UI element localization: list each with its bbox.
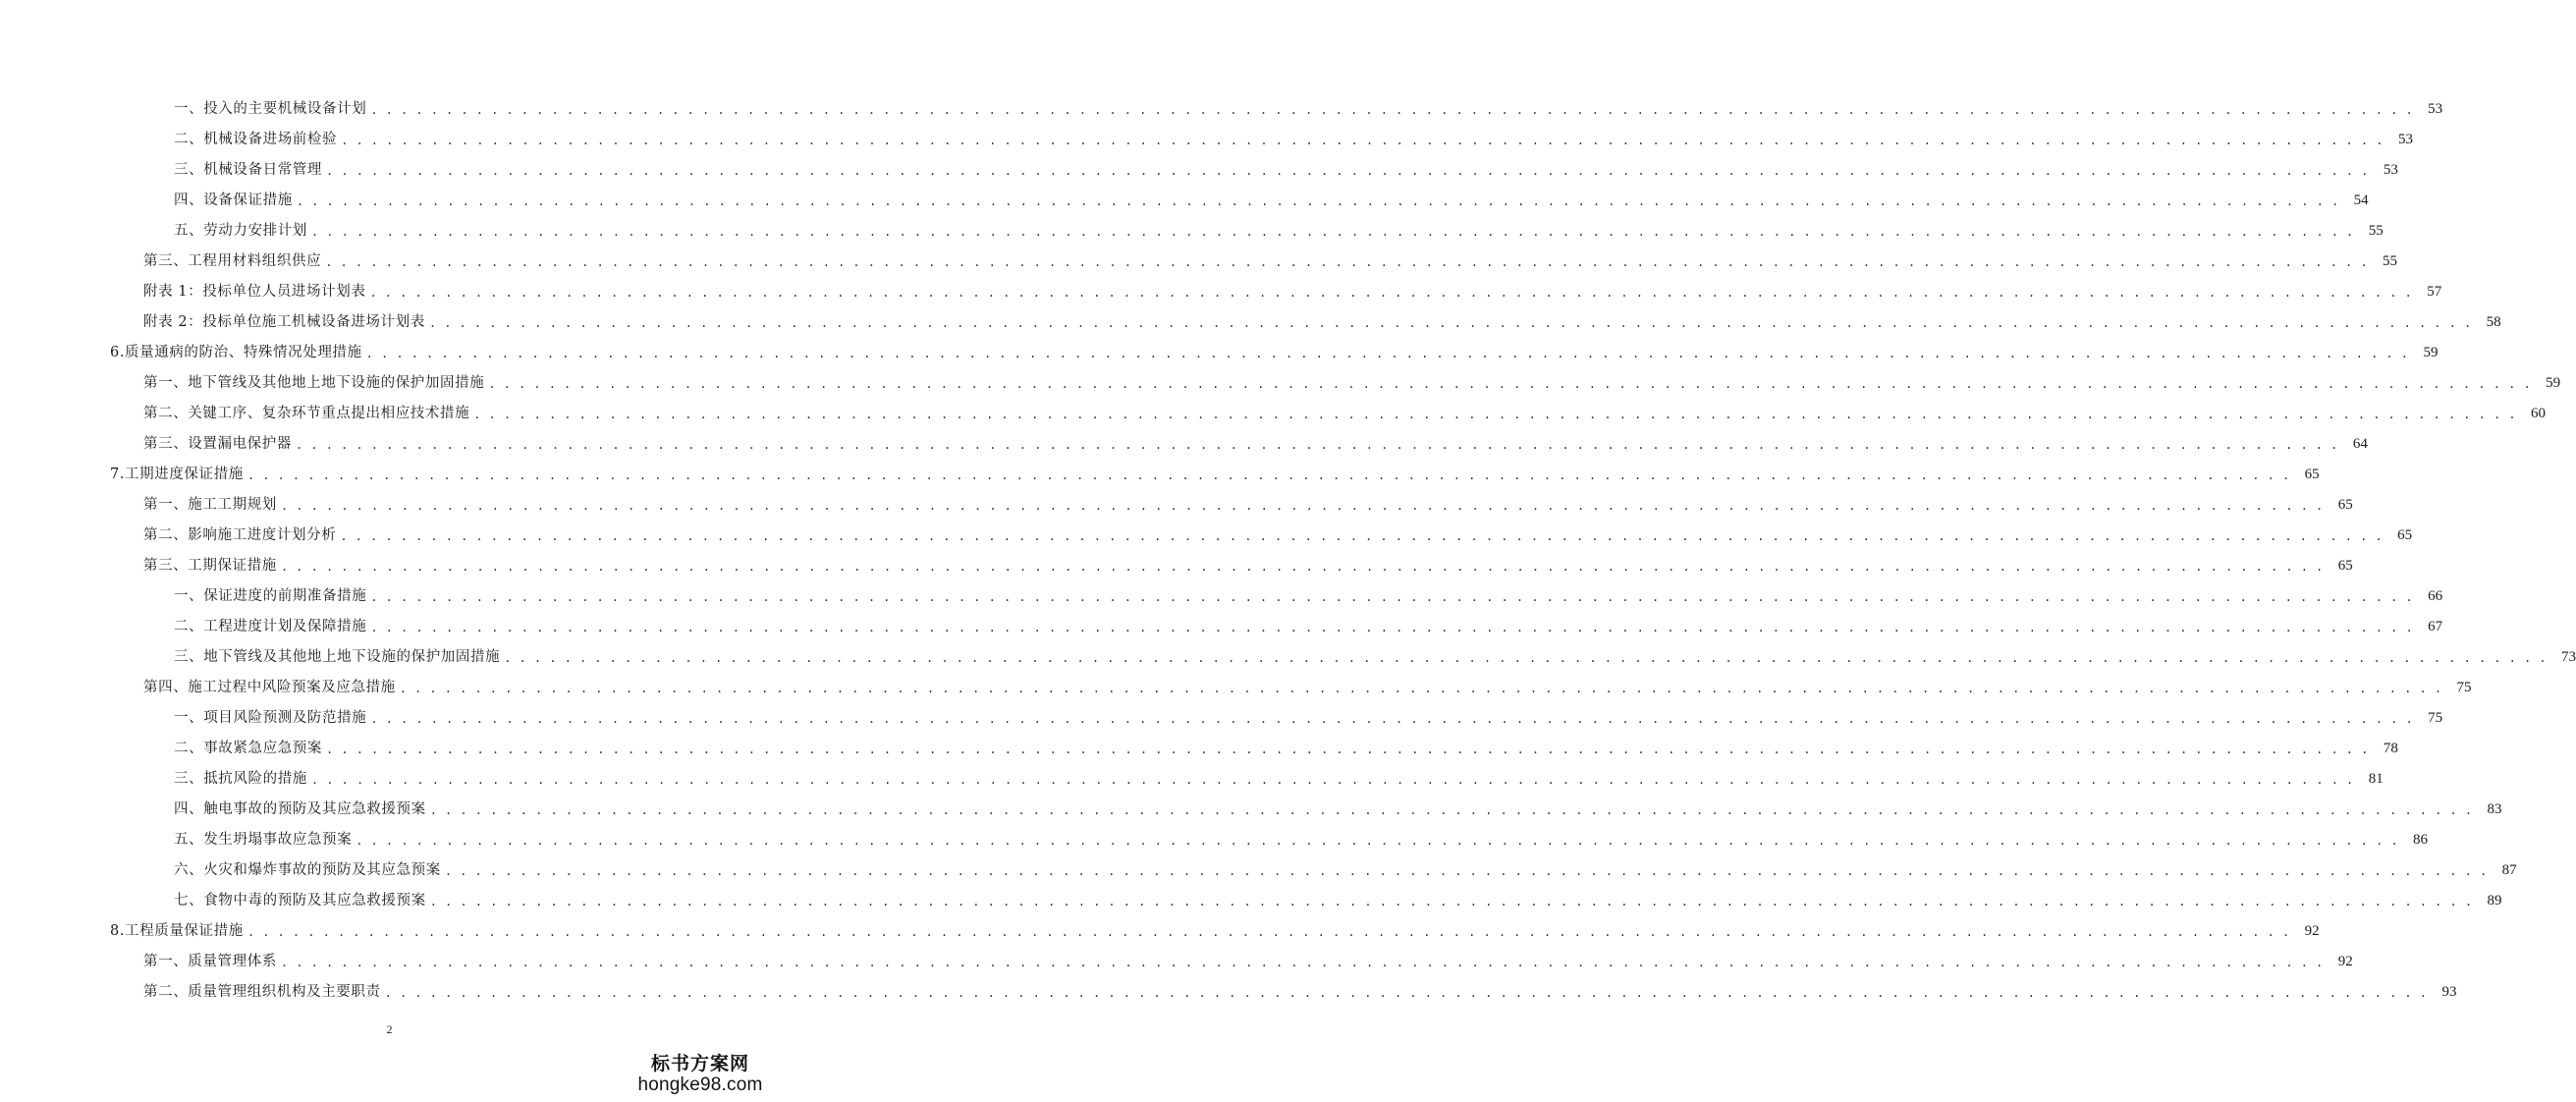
site-watermark	[631, 1053, 769, 1096]
toc-dot-leader: . . . . . . . . . . . . . . . . . . . . . . . . . . . . . . . . . . . . . . . . . . . . . . . . . . . . . . . . . . . . . . . . . . . . . . . . . . . . . . . . . . . . . . . . . . . . . . . . . . . . . . . . . . . . . . . . . . . . . . . . . . . . . . . . . . . . . . . .	[444, 863, 2488, 878]
toc-entry	[0, 520, 2413, 550]
toc-entry-title: 第二、关键工序、复杂环节重点提出相应技术措施	[143, 405, 470, 421]
toc-entry	[0, 733, 2398, 763]
toc-entry	[0, 428, 2368, 459]
toc-entry-page: 75	[2456, 679, 2472, 695]
table-of-contents	[0, 93, 2576, 1007]
toc-entry-title: 三、地下管线及其他地上地下设施的保护加固措施	[174, 648, 501, 665]
toc-entry-page: 65	[2397, 526, 2413, 543]
toc-dot-leader: . . . . . . . . . . . . . . . . . . . . . . . . . . . . . . . . . . . . . . . . . . . . . . . . . . . . . . . . . . . . . . . . . . . . . . . . . . . . . . . . . . . . . . . . . . . . . . . . . . . . . . . . . . . . . . . . . . . . . . . . . . . . . . . . . . . . . . . .	[247, 468, 2290, 482]
toc-dot-leader: . . . . . . . . . . . . . . . . . . . . . . . . . . . . . . . . . . . . . . . . . . . . . . . . . . . . . . . . . . . . . . . . . . . . . . . . . . . . . . . . . . . . . . . . . . . . . . . . . . . . . . . . . . . . . . . . . . . . . . . . . . . . . . . . . . . . . . . .	[473, 407, 2517, 421]
toc-entry	[0, 93, 2443, 124]
toc-entry-title: 第二、质量管理组织机构及主要职责	[143, 983, 381, 1000]
toc-entry-page: 73	[2561, 648, 2576, 665]
toc-dot-leader: . . . . . . . . . . . . . . . . . . . . . . . . . . . . . . . . . . . . . . . . . . . . . . . . . . . . . . . . . . . . . . . . . . . . . . . . . . . . . . . . . . . . . . . . . . . . . . . . . . . . . . . . . . . . . . . . . . . . . . . . . . . . . . . . . . . . . . . .	[310, 224, 2354, 239]
toc-entry-page: 64	[2352, 435, 2368, 452]
toc-entry-title: 二、事故紧急应急预案	[174, 740, 322, 756]
toc-dot-leader: . . . . . . . . . . . . . . . . . . . . . . . . . . . . . . . . . . . . . . . . . . . . . . . . . . . . . . . . . . . . . . . . . . . . . . . . . . . . . . . . . . . . . . . . . . . . . . . . . . . . . . . . . . . . . . . . . . . . . . . . . . . . . . . . . . . . . . . .	[429, 894, 2473, 909]
toc-entry	[0, 580, 2443, 611]
toc-entry-title: 第三、工期保证措施	[143, 557, 277, 574]
toc-entry-title: 七、食物中毒的预防及其应急救援预案	[174, 892, 426, 909]
toc-entry-title: 三、机械设备日常管理	[174, 161, 322, 178]
toc-entry-title: 四、设备保证措施	[174, 192, 293, 208]
toc-entry-title: 五、发生坍塌事故应急预案	[174, 831, 353, 848]
toc-entry-page: 89	[2487, 892, 2502, 909]
toc-entry-title: 二、工程进度计划及保障措施	[174, 618, 367, 634]
toc-entry-title: 第四、施工过程中风险预案及应急措施	[143, 679, 396, 695]
toc-entry-page: 67	[2428, 618, 2443, 634]
toc-entry-title: 第一、地下管线及其他地上地下设施的保护加固措施	[143, 374, 485, 391]
toc-entry	[0, 854, 2517, 885]
toc-entry-page: 75	[2428, 709, 2443, 726]
toc-entry	[0, 611, 2443, 641]
toc-entry-page: 86	[2413, 831, 2429, 848]
toc-dot-leader: . . . . . . . . . . . . . . . . . . . . . . . . . . . . . . . . . . . . . . . . . . . . . . . . . . . . . . . . . . . . . . . . . . . . . . . . . . . . . . . . . . . . . . . . . . . . . . . . . . . . . . . . . . . . . . . . . . . . . . . . . . . . . . . . . . . . . . . .	[384, 985, 2428, 1000]
toc-entry-title: 五、劳动力安排计划	[174, 222, 307, 239]
toc-entry	[0, 398, 2547, 428]
toc-dot-leader: . . . . . . . . . . . . . . . . . . . . . . . . . . . . . . . . . . . . . . . . . . . . . . . . . . . . . . . . . . . . . . . . . . . . . . . . . . . . . . . . . . . . . . . . . . . . . . . . . . . . . . . . . . . . . . . . . . . . . . . . . . . . . . . . . . . . . . . .	[280, 955, 2324, 969]
toc-entry-title: 第二、影响施工进度计划分析	[143, 526, 337, 543]
toc-entry-title: 第一、质量管理体系	[143, 953, 277, 969]
toc-entry	[0, 185, 2369, 215]
toc-entry	[0, 367, 2561, 398]
toc-dot-leader: . . . . . . . . . . . . . . . . . . . . . . . . . . . . . . . . . . . . . . . . . . . . . . . . . . . . . . . . . . . . . . . . . . . . . . . . . . . . . . . . . . . . . . . . . . . . . . . . . . . . . . . . . . . . . . . . . . . . . . . . . . . . . . . . . . . . . . . .	[341, 133, 2384, 147]
toc-entry-page: 65	[2304, 466, 2320, 482]
toc-entry	[0, 763, 2384, 794]
toc-entry-page: 58	[2486, 313, 2501, 330]
toc-entry-page: 59	[2423, 344, 2439, 360]
toc-entry-title: 第三、设置漏电保护器	[143, 435, 292, 452]
toc-entry-page: 53	[2383, 161, 2398, 178]
toc-entry-title: 四、触电事故的预防及其应急救援预案	[174, 800, 426, 817]
toc-entry-page: 53	[2397, 131, 2413, 147]
toc-entry	[0, 946, 2353, 976]
toc-entry-page: 57	[2427, 283, 2442, 300]
toc-dot-leader: . . . . . . . . . . . . . . . . . . . . . . . . . . . . . . . . . . . . . . . . . . . . . . . . . . . . . . . . . . . . . . . . . . . . . . . . . . . . . . . . . . . . . . . . . . . . . . . . . . . . . . . . . . . . . . . . . . . . . . . . . . . . . . . . . . . . . . . .	[365, 346, 2409, 360]
toc-entry	[0, 824, 2429, 854]
toc-dot-leader: . . . . . . . . . . . . . . . . . . . . . . . . . . . . . . . . . . . . . . . . . . . . . . . . . . . . . . . . . . . . . . . . . . . . . . . . . . . . . . . . . . . . . . . . . . . . . . . . . . . . . . . . . . . . . . . . . . . . . . . . . . . . . . . . . . . . . . . .	[247, 924, 2290, 939]
toc-dot-leader: . . . . . . . . . . . . . . . . . . . . . . . . . . . . . . . . . . . . . . . . . . . . . . . . . . . . . . . . . . . . . . . . . . . . . . . . . . . . . . . . . . . . . . . . . . . . . . . . . . . . . . . . . . . . . . . . . . . . . . . . . . . . . . . . . . . . . . . .	[370, 589, 2414, 604]
toc-entry	[0, 976, 2457, 1007]
toc-dot-leader: . . . . . . . . . . . . . . . . . . . . . . . . . . . . . . . . . . . . . . . . . . . . . . . . . . . . . . . . . . . . . . . . . . . . . . . . . . . . . . . . . . . . . . . . . . . . . . . . . . . . . . . . . . . . . . . . . . . . . . . . . . . . . . . . . . . . . . . .	[369, 285, 2413, 300]
toc-dot-leader: . . . . . . . . . . . . . . . . . . . . . . . . . . . . . . . . . . . . . . . . . . . . . . . . . . . . . . . . . . . . . . . . . . . . . . . . . . . . . . . . . . . . . . . . . . . . . . . . . . . . . . . . . . . . . . . . . . . . . . . . . . . . . . . . . . . . . . . .	[399, 681, 2442, 695]
toc-dot-leader: . . . . . . . . . . . . . . . . . . . . . . . . . . . . . . . . . . . . . . . . . . . . . . . . . . . . . . . . . . . . . . . . . . . . . . . . . . . . . . . . . . . . . . . . . . . . . . . . . . . . . . . . . . . . . . . . . . . . . . . . . . . . . . . . . . . . . . . .	[488, 376, 2532, 391]
toc-entry-page: 87	[2501, 861, 2517, 878]
toc-dot-leader: . . . . . . . . . . . . . . . . . . . . . . . . . . . . . . . . . . . . . . . . . . . . . . . . . . . . . . . . . . . . . . . . . . . . . . . . . . . . . . . . . . . . . . . . . . . . . . . . . . . . . . . . . . . . . . . . . . . . . . . . . . . . . . . . . . . . . . . .	[428, 315, 2472, 330]
toc-entry	[0, 641, 2576, 672]
toc-entry-page: 83	[2487, 800, 2502, 817]
toc-entry-page: 66	[2428, 587, 2443, 604]
toc-entry	[0, 702, 2443, 733]
toc-dot-leader: . . . . . . . . . . . . . . . . . . . . . . . . . . . . . . . . . . . . . . . . . . . . . . . . . . . . . . . . . . . . . . . . . . . . . . . . . . . . . . . . . . . . . . . . . . . . . . . . . . . . . . . . . . . . . . . . . . . . . . . . . . . . . . . . . . . . . . . .	[310, 772, 2354, 787]
toc-entry	[0, 794, 2502, 824]
watermark-chinese-name: 标书方案网	[650, 1053, 749, 1074]
toc-entry-page: 53	[2428, 100, 2443, 117]
toc-entry	[0, 459, 2320, 489]
toc-entry	[0, 672, 2472, 702]
toc-dot-leader: . . . . . . . . . . . . . . . . . . . . . . . . . . . . . . . . . . . . . . . . . . . . . . . . . . . . . . . . . . . . . . . . . . . . . . . . . . . . . . . . . . . . . . . . . . . . . . . . . . . . . . . . . . . . . . . . . . . . . . . . . . . . . . . . . . . . . . . .	[326, 742, 2369, 756]
toc-entry-title: 六、火灾和爆炸事故的预防及其应急预案	[174, 861, 441, 878]
toc-entry-title: 一、投入的主要机械设备计划	[174, 100, 367, 117]
toc-entry-title: 8.工程质量保证措施	[110, 922, 244, 939]
toc-entry-page: 65	[2337, 557, 2353, 574]
toc-entry	[0, 276, 2442, 306]
toc-entry	[0, 489, 2353, 520]
toc-dot-leader: . . . . . . . . . . . . . . . . . . . . . . . . . . . . . . . . . . . . . . . . . . . . . . . . . . . . . . . . . . . . . . . . . . . . . . . . . . . . . . . . . . . . . . . . . . . . . . . . . . . . . . . . . . . . . . . . . . . . . . . . . . . . . . . . . . . . . . . .	[370, 102, 2414, 117]
page-number: 2	[386, 1022, 393, 1036]
toc-entry-page: 65	[2337, 496, 2353, 513]
toc-entry	[0, 915, 2320, 946]
toc-entry	[0, 306, 2501, 337]
toc-entry-title: 第三、工程用材料组织供应	[143, 252, 322, 269]
toc-entry	[0, 246, 2398, 276]
toc-entry-page: 92	[2304, 922, 2320, 939]
toc-dot-leader: . . . . . . . . . . . . . . . . . . . . . . . . . . . . . . . . . . . . . . . . . . . . . . . . . . . . . . . . . . . . . . . . . . . . . . . . . . . . . . . . . . . . . . . . . . . . . . . . . . . . . . . . . . . . . . . . . . . . . . . . . . . . . . . . . . . . . . . .	[370, 711, 2414, 726]
toc-entry-title: 附表 1：投标单位人员进场计划表	[143, 283, 366, 300]
toc-entry	[0, 215, 2384, 246]
toc-entry-title: 三、抵抗风险的措施	[174, 770, 307, 787]
toc-entry-page: 92	[2337, 953, 2353, 969]
toc-entry-page: 81	[2368, 770, 2384, 787]
toc-dot-leader: . . . . . . . . . . . . . . . . . . . . . . . . . . . . . . . . . . . . . . . . . . . . . . . . . . . . . . . . . . . . . . . . . . . . . . . . . . . . . . . . . . . . . . . . . . . . . . . . . . . . . . . . . . . . . . . . . . . . . . . . . . . . . . . . . . . . . . . .	[296, 193, 2339, 208]
toc-entry-page: 93	[2441, 983, 2457, 1000]
toc-entry-title: 6.质量通病的防治、特殊情况处理措施	[110, 344, 362, 360]
toc-entry-page: 59	[2546, 374, 2561, 391]
toc-dot-leader: . . . . . . . . . . . . . . . . . . . . . . . . . . . . . . . . . . . . . . . . . . . . . . . . . . . . . . . . . . . . . . . . . . . . . . . . . . . . . . . . . . . . . . . . . . . . . . . . . . . . . . . . . . . . . . . . . . . . . . . . . . . . . . . . . . . . . . . .	[296, 437, 2338, 452]
toc-entry	[0, 550, 2353, 580]
toc-entry-title: 一、保证进度的前期准备措施	[174, 587, 367, 604]
toc-entry-title: 7.工期进度保证措施	[110, 466, 244, 482]
toc-entry-page: 55	[2383, 252, 2398, 269]
toc-entry	[0, 885, 2502, 915]
toc-dot-leader: . . . . . . . . . . . . . . . . . . . . . . . . . . . . . . . . . . . . . . . . . . . . . . . . . . . . . . . . . . . . . . . . . . . . . . . . . . . . . . . . . . . . . . . . . . . . . . . . . . . . . . . . . . . . . . . . . . . . . . . . . . . . . . . . . . . . . . . .	[325, 254, 2369, 269]
watermark-domain: hongke98.com	[637, 1074, 763, 1095]
toc-dot-leader: . . . . . . . . . . . . . . . . . . . . . . . . . . . . . . . . . . . . . . . . . . . . . . . . . . . . . . . . . . . . . . . . . . . . . . . . . . . . . . . . . . . . . . . . . . . . . . . . . . . . . . . . . . . . . . . . . . . . . . . . . . . . . . . . . . . . . . . .	[326, 163, 2369, 178]
toc-entry	[0, 337, 2439, 367]
toc-dot-leader: . . . . . . . . . . . . . . . . . . . . . . . . . . . . . . . . . . . . . . . . . . . . . . . . . . . . . . . . . . . . . . . . . . . . . . . . . . . . . . . . . . . . . . . . . . . . . . . . . . . . . . . . . . . . . . . . . . . . . . . . . . . . . . . . . . . . . . . .	[356, 833, 2399, 848]
toc-dot-leader: . . . . . . . . . . . . . . . . . . . . . . . . . . . . . . . . . . . . . . . . . . . . . . . . . . . . . . . . . . . . . . . . . . . . . . . . . . . . . . . . . . . . . . . . . . . . . . . . . . . . . . . . . . . . . . . . . . . . . . . . . . . . . . . . . . . . . . . .	[370, 620, 2414, 634]
toc-entry-page: 55	[2368, 222, 2384, 239]
toc-dot-leader: . . . . . . . . . . . . . . . . . . . . . . . . . . . . . . . . . . . . . . . . . . . . . . . . . . . . . . . . . . . . . . . . . . . . . . . . . . . . . . . . . . . . . . . . . . . . . . . . . . . . . . . . . . . . . . . . . . . . . . . . . . . . . . . . . . . . . . . .	[429, 802, 2473, 817]
toc-entry	[0, 154, 2398, 185]
toc-entry-page: 54	[2353, 192, 2369, 208]
toc-dot-leader: . . . . . . . . . . . . . . . . . . . . . . . . . . . . . . . . . . . . . . . . . . . . . . . . . . . . . . . . . . . . . . . . . . . . . . . . . . . . . . . . . . . . . . . . . . . . . . . . . . . . . . . . . . . . . . . . . . . . . . . . . . . . . . . . . . . . . . . .	[280, 559, 2324, 574]
toc-dot-leader: . . . . . . . . . . . . . . . . . . . . . . . . . . . . . . . . . . . . . . . . . . . . . . . . . . . . . . . . . . . . . . . . . . . . . . . . . . . . . . . . . . . . . . . . . . . . . . . . . . . . . . . . . . . . . . . . . . . . . . . . . . . . . . . . . . . . . . . .	[280, 498, 2324, 513]
toc-entry-page: 60	[2531, 405, 2547, 421]
toc-entry-page: 78	[2383, 740, 2398, 756]
toc-entry-title: 第一、施工工期规划	[143, 496, 277, 513]
toc-entry-title: 一、项目风险预测及防范措施	[174, 709, 367, 726]
toc-entry-title: 二、机械设备进场前检验	[174, 131, 338, 147]
toc-entry	[0, 124, 2413, 154]
toc-dot-leader: . . . . . . . . . . . . . . . . . . . . . . . . . . . . . . . . . . . . . . . . . . . . . . . . . . . . . . . . . . . . . . . . . . . . . . . . . . . . . . . . . . . . . . . . . . . . . . . . . . . . . . . . . . . . . . . . . . . . . . . . . . . . . . . . . . . . . . . .	[340, 528, 2384, 543]
toc-entry-title: 附表 2：投标单位施工机械设备进场计划表	[143, 313, 425, 330]
toc-dot-leader: . . . . . . . . . . . . . . . . . . . . . . . . . . . . . . . . . . . . . . . . . . . . . . . . . . . . . . . . . . . . . . . . . . . . . . . . . . . . . . . . . . . . . . . . . . . . . . . . . . . . . . . . . . . . . . . . . . . . . . . . . . . . . . . . . . . . . . . .	[504, 650, 2548, 665]
